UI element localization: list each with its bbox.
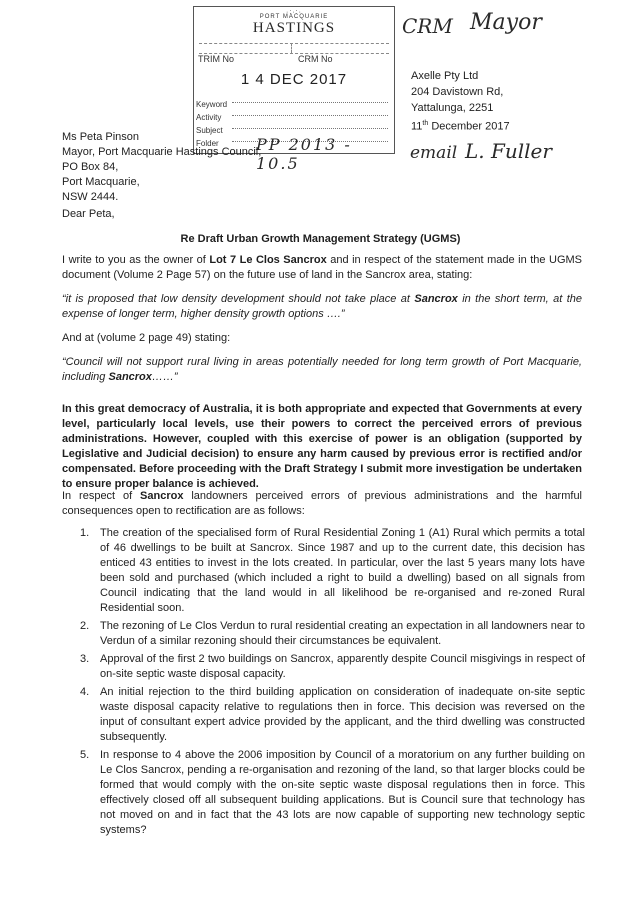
stamp-divider bbox=[199, 43, 389, 44]
recipient-city: Port Macquarie, bbox=[62, 176, 140, 188]
stamp-org-big: HASTINGS bbox=[252, 20, 336, 36]
sender-name: Axelle Pty Ltd bbox=[411, 70, 479, 82]
list-item: 3. Approval of the first 2 two buildings on Sancrox, apparently despite Council misgivings in respect of on-site septic waste disposal capacity. bbox=[80, 653, 585, 680]
trim-label: TRIM No bbox=[198, 54, 234, 64]
recipient-address bbox=[62, 130, 261, 205]
logo-mark-icon: ·:·:· bbox=[286, 9, 302, 16]
keyword-label: Keyword bbox=[196, 100, 228, 109]
quote-paragraph-2: “Council will not support rural living in areas potentially needed for long term growth of Port Macquarie, including Sancrox……” bbox=[62, 356, 582, 383]
activity-label: Activity bbox=[196, 113, 222, 122]
list-item: 1. The creation of the specialised form of Rural Residential Zoning 1 (A1) Rural which permits a total of 46 dwellings to be built at Sancrox. Since 1987 and up to the current date, this decision has enticed 43 entities to invest in the lots created. In particular, over the last 5 years many lots have been sold and purchased (which included a right to build a dwelling) based on all signals from Council indicating that the land would in all likelihood be re-organised and re-zoned Rural Residential soon. bbox=[80, 527, 585, 614]
handwritten-email: email bbox=[410, 143, 458, 163]
recipient-state: NSW 2444. bbox=[62, 191, 119, 203]
and-at-paragraph: And at (volume 2 page 49) stating: bbox=[62, 332, 231, 344]
handwritten-fuller: L. Fuller bbox=[465, 139, 552, 163]
respect-paragraph: In respect of Sancrox landowners perceived errors of previous administrations and the harmful consequences open to rectification are as follows: bbox=[62, 490, 582, 517]
folder-handwritten: PP 2013 - 10.5 bbox=[256, 135, 352, 173]
stamp-date: 1 4 DEC 2017 bbox=[240, 71, 348, 88]
greeting: Dear Peta, bbox=[62, 208, 115, 220]
crm-label: CRM No bbox=[298, 54, 333, 64]
handwritten-crm: CRM bbox=[402, 14, 453, 38]
sender-address bbox=[411, 68, 510, 135]
list-item: 2. The rezoning of Le Clos Verdun to rural residential creating an expectation in all landowners near to Verdun of a similar rezoning should their circumstances be equivalent. bbox=[80, 620, 585, 647]
sender-town: Yattalunga, 2251 bbox=[411, 102, 494, 114]
council-logo bbox=[194, 9, 394, 35]
rectification-list bbox=[80, 526, 585, 841]
keyword-line bbox=[232, 102, 388, 103]
stamp-divider-vertical bbox=[291, 43, 292, 53]
sender-street: 204 Davistown Rd, bbox=[411, 86, 504, 98]
folder-label: Folder bbox=[196, 139, 219, 148]
letter-date: 11th December 2017 bbox=[411, 120, 510, 133]
subject-label: Subject bbox=[196, 126, 223, 135]
recipient-name: Ms Peta Pinson bbox=[62, 131, 140, 143]
list-item: 5. In response to 4 above the 2006 imposition by Council of a moratorium on any further building on Le Clos Sancrox, pending a re-organisation and rezoning of the land, so that larger blocks could be formed that would comply with the on-site septic waste disposal regulations then in force. This effectively closed off all subsequent building applications. But is Council sure that technology has not moved on and in fact that the 43 lots are now capable of supporting new technology septic systems? bbox=[80, 749, 585, 836]
activity-line bbox=[232, 115, 388, 116]
handwritten-mayor: Mayor bbox=[470, 10, 542, 35]
intro-paragraph: I write to you as the owner of Lot 7 Le Clos Sancrox and in respect of the statement made in the UGMS document (Volume 2 Page 57) on the future use of land in the Sancrox area, stating: bbox=[62, 254, 583, 281]
bold-paragraph: In this great democracy of Australia, it is both appropriate and expected that Governments at every level, particularly local levels, use their powers to correct the perceived errors of previous administrations. However, coupled with this exercise of power is an obligation (supported by Legislative and Judicial decision) to ensure any harm caused by previous error is rectified and/or compensated. Before proceeding with the Draft Strategy I submit more investigation be undertaken to ensure proper balance is achieved. bbox=[62, 403, 582, 490]
subject-line bbox=[232, 128, 388, 129]
recipient-box: PO Box 84, bbox=[62, 161, 119, 173]
letter-subject: Re Draft Urban Growth Management Strategy (UGMS) bbox=[180, 233, 461, 245]
stamp-org-small: PORT MACQUARIE bbox=[259, 14, 329, 20]
quote-paragraph-1: “it is proposed that low density development should not take place at Sancrox in the short term, at the expense of longer term, higher density growth options ….” bbox=[62, 293, 582, 320]
recipient-title: Mayor, Port Macquarie Hastings Council, bbox=[62, 146, 262, 158]
list-item: 4. An initial rejection to the third building application on consideration of inadequate on-site septic waste disposal capacity relative to regulations then in force. This decision was reversed on the input of consultant expert advice provided by the applicant, and the third dwelling was constructed subsequently. bbox=[80, 686, 585, 743]
